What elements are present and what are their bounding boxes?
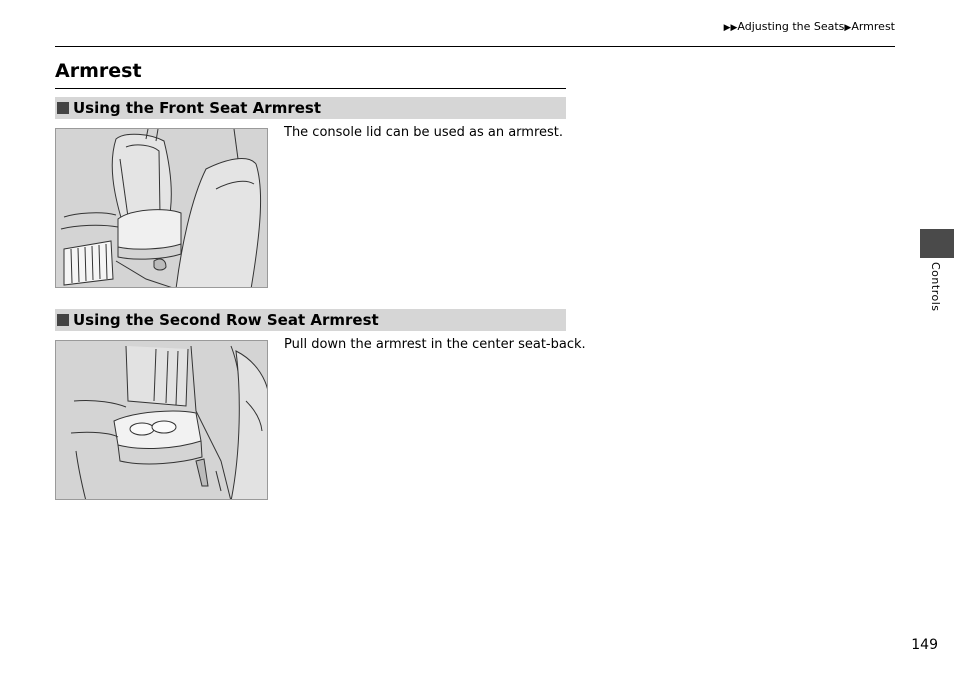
header-rule [55, 46, 895, 47]
section-marker-icon [57, 102, 69, 114]
section-heading-text: Using the Front Seat Armrest [73, 99, 321, 117]
second-row-seat-drawing [56, 341, 268, 500]
second-row-armrest-description: Pull down the armrest in the center seat-back. [284, 337, 586, 352]
breadcrumb [724, 20, 895, 33]
page-number: 149 [911, 637, 938, 653]
title-rule [55, 88, 566, 89]
breadcrumb-arrows: ▶▶ [723, 23, 738, 33]
front-armrest-illustration [55, 128, 268, 288]
breadcrumb-current: Armrest [851, 20, 895, 33]
section-heading-second-row-armrest [55, 309, 566, 331]
front-console-drawing [56, 129, 268, 288]
front-armrest-description: The console lid can be used as an armrest. [284, 125, 564, 140]
chapter-tab[interactable] [920, 229, 954, 258]
breadcrumb-separator: ▶ [844, 23, 852, 33]
section-heading-front-armrest [55, 97, 566, 119]
second-row-armrest-illustration [55, 340, 268, 500]
page-title: Armrest [55, 60, 142, 82]
chapter-tab-label: Controls [929, 262, 942, 312]
section-heading-text: Using the Second Row Seat Armrest [73, 311, 379, 329]
section-marker-icon [57, 314, 69, 326]
breadcrumb-section[interactable]: Adjusting the Seats [737, 20, 845, 33]
